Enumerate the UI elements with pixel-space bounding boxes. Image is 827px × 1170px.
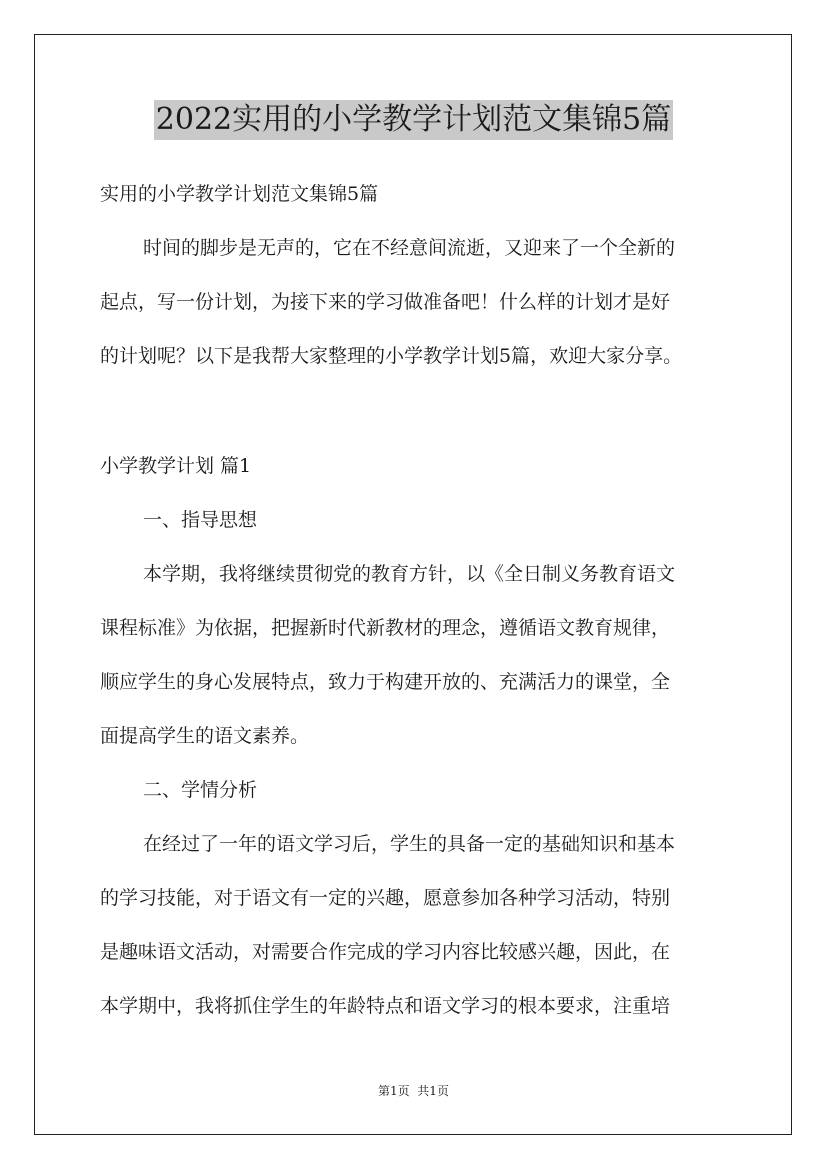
para-2-line-2: 的学习技能，对于语文有一定的兴趣，愿意参加各种学习活动，特别 bbox=[100, 887, 671, 909]
para-2-line-3: 是趣味语文活动，对需要合作完成的学习内容比较感兴趣，因此，在 bbox=[100, 941, 671, 963]
intro-line-1: 时间的脚步是无声的，它在不经意间流逝，又迎来了一个全新的 bbox=[143, 237, 676, 259]
section-heading: 小学教学计划 篇1 bbox=[100, 455, 252, 477]
heading-student-analysis: 二、学情分析 bbox=[143, 779, 258, 801]
title-container bbox=[0, 100, 827, 140]
para-2-line-1: 在经过了一年的语文学习后，学生的具备一定的基础知识和基本 bbox=[143, 833, 676, 855]
page-footer: 第1页 共1页 bbox=[378, 1084, 449, 1098]
para-1-line-1: 本学期，我将继续贯彻党的教育方针，以《全日制义务教育语文 bbox=[143, 563, 676, 585]
para-1-line-3: 顺应学生的身心发展特点，致力于构建开放的、充满活力的课堂，全 bbox=[100, 671, 671, 693]
para-1-line-4: 面提高学生的语文素养。 bbox=[100, 725, 310, 747]
document-subtitle: 实用的小学教学计划范文集锦5篇 bbox=[100, 183, 379, 205]
document-title: 2022实用的小学教学计划范文集锦5篇 bbox=[154, 100, 673, 140]
intro-line-2: 起点，写一份计划，为接下来的学习做准备吧！什么样的计划才是好 bbox=[100, 291, 671, 313]
para-2-line-4: 本学期中，我将抓住学生的年龄特点和语文学习的根本要求，注重培 bbox=[100, 995, 671, 1017]
para-1-line-2: 课程标准》为依据，把握新时代新教材的理念，遵循语文教育规律， bbox=[100, 617, 671, 639]
intro-line-3: 的计划呢？以下是我帮大家整理的小学教学计划5篇，欢迎大家分享。 bbox=[100, 345, 683, 367]
heading-guiding-ideology: 一、指导思想 bbox=[143, 509, 258, 531]
